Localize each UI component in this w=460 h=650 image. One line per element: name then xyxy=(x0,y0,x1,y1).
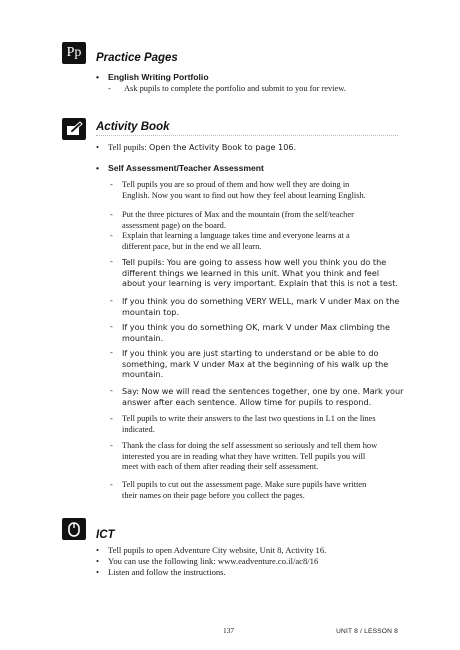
portfolio-heading: • English Writing Portfolio xyxy=(96,72,209,82)
unit-lesson-label: UNIT 8 / LESSON 8 xyxy=(336,628,398,635)
assessment-item-line: assessment page) on the board. xyxy=(122,220,226,230)
assessment-item-line: Explain that learning a language takes time and everyone learns at a xyxy=(122,231,350,240)
assessment-item-line: different pace, but in the end we all learn. xyxy=(122,241,262,251)
assessment-item-line: their names on their page before you collect the pages. xyxy=(122,490,305,500)
assessment-item-line: If you think you are just starting to understand or be able to do xyxy=(122,348,379,358)
assessment-item-line: If you think you do something OK, mark V under Max climbing the xyxy=(122,322,391,332)
assessment-item-line: Put the three pictures of Max and the mountain (from the self/teacher xyxy=(122,210,354,219)
assessment-item-line: Thank the class for doing the self assessment so seriously and tell them how xyxy=(122,441,378,450)
assessment-item-line: indicated. xyxy=(122,424,155,434)
dash-marker: - xyxy=(110,348,113,357)
ict-list xyxy=(96,545,326,578)
assessment-item-line: mountain. xyxy=(122,369,164,379)
activity-book-instruction: • Tell pupils: Open the Activity Book to page 106. xyxy=(96,142,296,153)
assessment-item-line: meet with each of them after reading their self assessment. xyxy=(122,462,319,471)
dash-marker: - xyxy=(110,210,113,219)
dash-marker: - xyxy=(108,84,111,93)
assessment-item-line: interested you are in reading what they have written. Tell pupils you will xyxy=(122,451,366,461)
assessment-item-line: Tell pupils: You are going to assess how well you think you do the xyxy=(122,257,387,267)
assessment-item-line: Tell pupils to write their answers to the last two questions in L1 on the lines xyxy=(122,414,376,423)
dash-marker: - xyxy=(110,441,113,450)
assessment-item-line: English. Now you want to find out how they feel about learning English. xyxy=(122,190,366,200)
ict-bullet: • You can use the following link: www.eadventure.co.il/ac8/16 xyxy=(96,556,326,567)
assessment-item-line: mountain. xyxy=(122,332,164,343)
ict-bullet: • Listen and follow the instructions. xyxy=(96,567,326,578)
assessment-item-line: mountain top. xyxy=(122,306,180,317)
assessment-item-line: something, mark V under Max at the beginning of his walk up the xyxy=(122,358,389,369)
ict-bullet: • Tell pupils to open Adventure City website, Unit 8, Activity 16. xyxy=(96,545,326,556)
dash-marker: - xyxy=(110,180,113,189)
dash-marker: - xyxy=(110,480,113,489)
dash-marker: - xyxy=(110,322,113,331)
dash-marker: - xyxy=(110,414,113,423)
dash-marker: - xyxy=(110,296,113,305)
activity-book-title: Activity Book xyxy=(96,121,170,133)
assessment-item-line: Say: Now we will read the sentences together, one by one. Mark your xyxy=(122,386,404,396)
section-divider xyxy=(96,135,398,136)
computer-mouse-icon xyxy=(62,518,86,540)
assessment-item-line: If you think you do something VERY WELL, mark V under Max on the xyxy=(122,296,400,306)
assessment-item-line: answer after each sentence. Allow time for pupils to respond. xyxy=(122,396,372,407)
practice-pages-title: Practice Pages xyxy=(96,52,178,64)
page-number: 137 xyxy=(223,626,235,635)
pencil-notebook-icon xyxy=(62,118,86,140)
assessment-item-line: about your learning is very important. Explain that this is not a test. xyxy=(122,278,398,288)
assessment-item-line: Tell pupils to cut out the assessment page. Make sure pupils have written xyxy=(122,480,367,489)
assessment-item-line: different things we learned in this unit. What you think and feel xyxy=(122,267,380,278)
portfolio-item: Ask pupils to complete the portfolio and submit to you for review. xyxy=(124,84,346,93)
dash-marker: - xyxy=(110,386,113,395)
practice-pages-icon: Pp xyxy=(62,42,86,64)
assessment-heading: • Self Assessment/Teacher Assessment xyxy=(96,163,264,173)
dash-marker: - xyxy=(110,257,113,266)
assessment-item-line: Tell pupils you are so proud of them and how well they are doing in xyxy=(122,180,350,189)
dash-marker: - xyxy=(110,231,113,240)
ict-title: ICT xyxy=(96,529,115,541)
